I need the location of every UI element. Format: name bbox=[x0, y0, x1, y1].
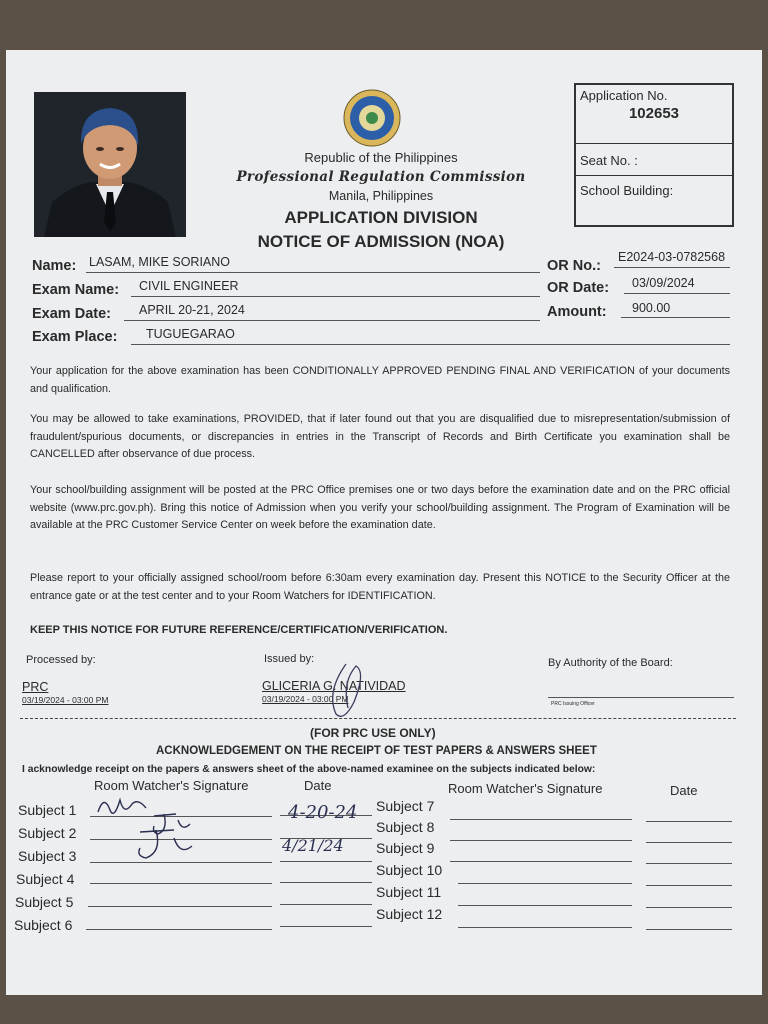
right-date-header: Date bbox=[670, 783, 698, 798]
subject-11-date-line bbox=[646, 907, 732, 908]
subject-12-label: Subject 12 bbox=[376, 906, 443, 922]
or-date-label: OR Date: bbox=[547, 280, 610, 296]
amount-label: Amount: bbox=[547, 304, 607, 320]
subject-12-date-line bbox=[646, 929, 732, 930]
application-no-value: 102653 bbox=[628, 105, 680, 122]
right-signature-header: Room Watcher's Signature bbox=[448, 781, 603, 796]
left-signature-header: Room Watcher's Signature bbox=[94, 778, 249, 793]
amount-underline bbox=[621, 317, 730, 318]
subject-6-label: Subject 6 bbox=[14, 917, 73, 933]
subject-4-label: Subject 4 bbox=[16, 871, 75, 887]
exam-name-underline bbox=[131, 296, 540, 297]
subject-9-label: Subject 9 bbox=[376, 840, 435, 856]
processed-by-name: PRC bbox=[22, 680, 49, 694]
authority-sign-line bbox=[548, 697, 734, 698]
exam-name-label: Exam Name: bbox=[32, 282, 120, 298]
or-no-label: OR No.: bbox=[547, 258, 601, 274]
exam-date-underline bbox=[124, 320, 540, 321]
name-underline bbox=[86, 272, 540, 273]
application-box bbox=[574, 83, 734, 227]
subject-12-sig-line bbox=[458, 927, 632, 928]
seat-no-label: Seat No. : bbox=[580, 153, 638, 168]
notice-title: NOTICE OF ADMISSION (NOA) bbox=[257, 232, 505, 251]
or-no-value: E2024-03-0782568 bbox=[618, 250, 726, 264]
processed-by-label: Processed by: bbox=[26, 654, 96, 666]
subject-3-label: Subject 3 bbox=[18, 848, 77, 864]
subject-5-date-line bbox=[280, 904, 372, 905]
subject-10-date-line bbox=[646, 885, 732, 886]
or-date-underline bbox=[624, 293, 730, 294]
subject-7-label: Subject 7 bbox=[376, 798, 435, 814]
prc-seal bbox=[339, 88, 405, 148]
acknowledgement-statement: I acknowledge receipt on the papers & answers sheet of the above-named examinee on the subjects indicated below: bbox=[22, 764, 596, 775]
acknowledgement-title: ACKNOWLEDGEMENT ON THE RECEIPT OF TEST PAPERS & ANSWERS SHEET bbox=[156, 745, 597, 757]
name-value: LASAM, MIKE SORIANO bbox=[89, 255, 231, 269]
subject-9-sig-line bbox=[450, 861, 632, 862]
handwritten-signature-1 bbox=[94, 792, 154, 827]
school-building-label: School Building: bbox=[580, 183, 674, 198]
issuing-officer-label: PRC Issuing Officer bbox=[551, 701, 595, 707]
subject-5-sig-line bbox=[88, 906, 272, 907]
subject-8-date-line bbox=[646, 842, 732, 843]
subject-2-label: Subject 2 bbox=[18, 825, 77, 841]
name-label: Name: bbox=[32, 258, 77, 274]
handwritten-date-2: 4/21/24 bbox=[282, 836, 344, 855]
exam-date-value: APRIL 20-21, 2024 bbox=[139, 303, 245, 317]
subject-7-sig-line bbox=[450, 819, 632, 820]
exam-date-label: Exam Date: bbox=[32, 306, 111, 322]
commission-name: Professional Regulation Commission bbox=[236, 169, 526, 185]
exam-name-value: CIVIL ENGINEER bbox=[139, 279, 239, 293]
prc-use-only: (FOR PRC USE ONLY) bbox=[310, 726, 436, 740]
keep-notice: KEEP THIS NOTICE FOR FUTURE REFERENCE/CERTIFICATION/VERIFICATION. bbox=[30, 624, 448, 636]
subject-6-sig-line bbox=[86, 929, 272, 930]
subject-3-date-line bbox=[280, 861, 372, 862]
subject-11-label: Subject 11 bbox=[376, 884, 442, 900]
subject-9-date-line bbox=[646, 863, 732, 864]
republic-line: Republic of the Philippines bbox=[304, 150, 458, 165]
by-authority-label: By Authority of the Board: bbox=[548, 657, 673, 669]
issued-by-label: Issued by: bbox=[264, 653, 315, 665]
handwritten-signature-3 bbox=[130, 826, 200, 871]
subject-8-sig-line bbox=[450, 840, 632, 841]
subject-11-sig-line bbox=[458, 905, 632, 906]
subject-4-date-line bbox=[280, 882, 372, 883]
subject-1-label: Subject 1 bbox=[18, 802, 77, 818]
amount-value: 900.00 bbox=[632, 301, 671, 315]
exam-place-label: Exam Place: bbox=[32, 329, 118, 345]
subject-8-label: Subject 8 bbox=[376, 819, 435, 835]
or-date-value: 03/09/2024 bbox=[632, 276, 695, 290]
location-line: Manila, Philippines bbox=[328, 189, 434, 203]
cut-line bbox=[20, 718, 736, 719]
exam-place-value: TUGUEGARAO bbox=[146, 327, 235, 341]
subject-10-sig-line bbox=[458, 883, 632, 884]
assignment-paragraph: Your school/building assignment will be posted at the PRC Office premises one or two days before the examination date and on the PRC official website (www.prc.gov.ph). Bring this notice of Admission when you verify your school/building assignment. The Program of Examination will be available at the PRC Customer Service Center on week before the examination date. bbox=[30, 484, 730, 531]
handwritten-date-1: 4-20-24 bbox=[288, 802, 358, 823]
processed-by-date: 03/19/2024 - 03:00 PM bbox=[22, 695, 109, 705]
exam-place-underline bbox=[131, 344, 730, 345]
subject-10-label: Subject 10 bbox=[376, 862, 443, 878]
division-title: APPLICATION DIVISION bbox=[284, 208, 478, 227]
approval-paragraph: Your application for the above examination has been CONDITIONALLY APPROVED PENDING FINAL AND VERIFICATION of your documents and qualification. bbox=[30, 365, 730, 395]
subject-5-label: Subject 5 bbox=[15, 894, 74, 910]
application-no-label: Application No. bbox=[580, 88, 668, 103]
reporting-paragraph: Please report to your officially assigned school/room before 6:30am every examination day. Present this NOTICE to the Security Officer at the entrance gate or at the test center and to your Room Watchers for IDENTIFICATION. bbox=[30, 572, 730, 602]
disqualification-paragraph: You may be allowed to take examinations, PROVIDED, that if later found out that you are disqualified due to misrepresentation/submission of fraudulent/spurious documents, or discrepancies in entries in the Transcript of Records and Birth Certificate you examination shall be CANCELLED after observance of due process. bbox=[30, 413, 730, 460]
left-date-header: Date bbox=[304, 778, 332, 793]
or-no-underline bbox=[614, 267, 730, 268]
subject-4-sig-line bbox=[90, 883, 272, 884]
subject-6-date-line bbox=[280, 926, 372, 927]
subject-7-date-line bbox=[646, 821, 732, 822]
issued-by-date: 03/19/2024 - 03:00 PM bbox=[262, 694, 349, 704]
notice-of-admission-document bbox=[6, 50, 762, 995]
issued-by-name: GLICERIA G. NATIVIDAD bbox=[262, 679, 406, 693]
